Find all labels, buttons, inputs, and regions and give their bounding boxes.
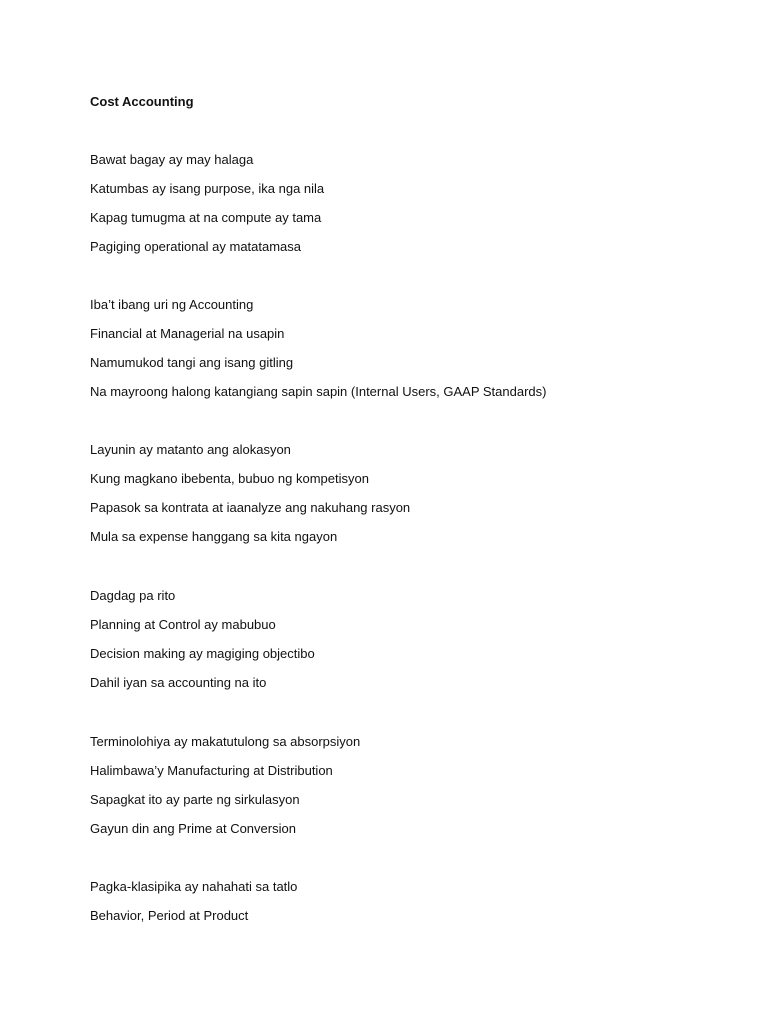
poem-line: Terminolohiya ay makatutulong sa absorpsiyon <box>90 734 361 749</box>
poem-line: Kung magkano ibebenta, bubuo ng kompetisyon <box>90 471 369 486</box>
poem-line: Halimbawa’y Manufacturing at Distribution <box>90 763 333 778</box>
poem-line: Pagka-klasipika ay nahahati sa tatlo <box>90 879 298 894</box>
stanza-5 <box>90 733 360 849</box>
poem-line: Katumbas ay isang purpose, ika nga nila <box>90 181 325 196</box>
poem-line: Papasok sa kontrata at iaanalyze ang nakuhang rasyon <box>90 500 411 515</box>
poem-line: Planning at Control ay mabubuo <box>90 617 276 632</box>
poem-line: Bawat bagay ay may halaga <box>90 152 254 167</box>
stanza-6 <box>90 878 297 936</box>
poem-line: Pagiging operational ay matatamasa <box>90 239 302 254</box>
poem-line: Na mayroong halong katangiang sapin sapin (Internal Users, GAAP Standards) <box>90 384 547 399</box>
poem-line: Dagdag pa rito <box>90 588 176 603</box>
stanza-3 <box>90 441 410 557</box>
poem-line: Layunin ay matanto ang alokasyon <box>90 442 291 457</box>
poem-line: Namumukod tangi ang isang gitling <box>90 355 294 370</box>
poem-line: Kapag tumugma at na compute ay tama <box>90 210 322 225</box>
document-title: Cost Accounting <box>90 94 194 109</box>
stanza-1 <box>90 151 324 267</box>
stanza-4 <box>90 587 315 703</box>
stanza-2 <box>90 296 546 412</box>
poem-line: Mula sa expense hanggang sa kita ngayon <box>90 529 338 544</box>
poem-line: Sapagkat ito ay parte ng sirkulasyon <box>90 792 300 807</box>
poem-line: Iba’t ibang uri ng Accounting <box>90 297 254 312</box>
poem-line: Dahil iyan sa accounting na ito <box>90 675 267 690</box>
poem-line: Behavior, Period at Product <box>90 908 249 923</box>
poem-line: Financial at Managerial na usapin <box>90 326 285 341</box>
poem-line: Decision making ay magiging objectibo <box>90 646 315 661</box>
poem-line: Gayun din ang Prime at Conversion <box>90 821 296 836</box>
